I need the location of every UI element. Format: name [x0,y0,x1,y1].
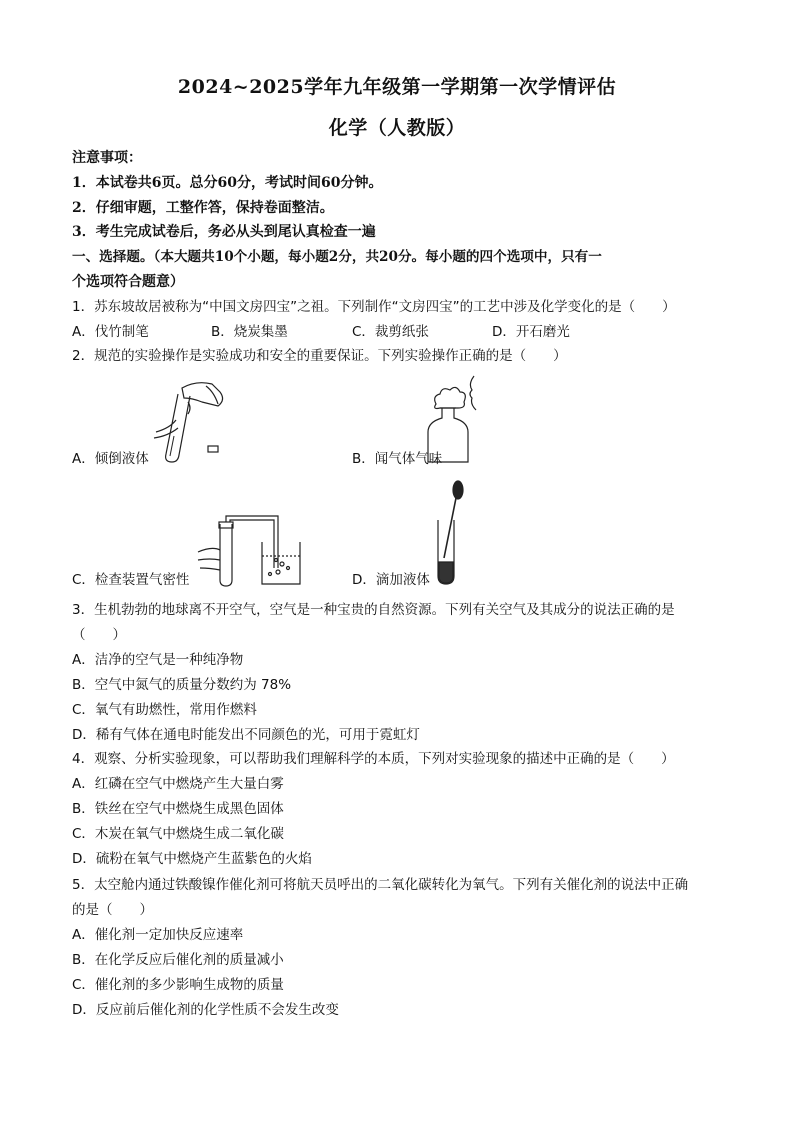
question-4-stem: 4．观察、分析实验现象，可以帮助我们理解科学的本质，下列对实验现象的描述中正确的是（ ） [72,751,675,767]
question-4-option-b[interactable]: B．铁丝在空气中燃烧生成黑色固体 [72,801,284,817]
question-5-option-d[interactable]: D．反应前后催化剂的化学性质不会发生改变 [72,1002,339,1018]
question-1-option-d[interactable]: D．开石磨光 [492,324,570,340]
question-3-option-d[interactable]: D．稀有气体在通电时能发出不同颜色的光，可用于霓虹灯 [72,727,420,743]
question-5-stem: 5．太空舱内通过铁酸镍作催化剂可将航天员呼出的二氧化碳转化为氧气。下列有关催化剂的说法中正确 [72,877,689,893]
airtightness-check-figure [192,512,310,588]
question-5-option-c[interactable]: C．催化剂的多少影响生成物的质量 [72,977,284,993]
question-4-option-a[interactable]: A．红磷在空气中燃烧产生大量白雾 [72,776,284,792]
question-2-stem: 2．规范的实验操作是实验成功和安全的重要保证。下列实验操作正确的是（ ） [72,348,567,364]
note-item: 1．本试卷共6页。总分60分，考试时间60分钟。 [72,175,383,191]
question-3-stem: 3．生机勃勃的地球离不开空气，空气是一种宝贵的自然资源。下列有关空气及其成分的说法正确的是 [72,602,675,618]
section-heading: 一、选择题。（本大题共10个小题，每小题2分，共20分。每小题的四个选项中，只有一 [72,249,602,265]
question-1-option-c[interactable]: C．裁剪纸张 [352,324,429,340]
question-5-option-b[interactable]: B．在化学反应后催化剂的质量减小 [72,952,284,968]
exam-title: 2024~2025学年九年级第一学期第一次学情评估 [177,76,617,98]
notes-heading: 注意事项： [72,150,142,166]
exam-subtitle: 化学（人教版） [328,117,466,139]
pouring-liquid-figure [148,376,238,464]
question-5-option-a[interactable]: A．催化剂一定加快反应速率 [72,927,244,943]
dropping-liquid-figure [432,480,472,586]
question-3-option-b[interactable]: B．空气中氮气的质量分数约为 78% [72,677,292,693]
section-heading-cont: 个选项符合题意） [72,274,184,290]
note-item: 2．仔细审题，工整作答，保持卷面整洁。 [72,200,334,216]
question-2-option-d[interactable]: D．滴加液体 [352,572,430,588]
question-1-option-a[interactable]: A．伐竹制笔 [72,324,149,340]
question-3-option-a[interactable]: A．洁净的空气是一种纯净物 [72,652,244,668]
question-2-option-b[interactable]: B．闻气体气味 [352,451,443,467]
question-1-option-b[interactable]: B．烧炭集墨 [211,324,288,340]
question-5-stem-cont: 的是（ ） [72,902,153,918]
question-3-option-c[interactable]: C．氧气有助燃性，常用作燃料 [72,702,257,718]
note-item: 3．考生完成试卷后，务必从头到尾认真检查一遍 [72,224,376,240]
question-4-option-d[interactable]: D．硫粉在氧气中燃烧产生蓝紫色的火焰 [72,851,312,867]
question-1-stem: 1．苏东坡故居被称为“中国文房四宝”之祖。下列制作“文房四宝”的工艺中涉及化学变化的是（ ） [72,299,676,315]
question-4-option-c[interactable]: C．木炭在氧气中燃烧生成二氧化碳 [72,826,284,842]
question-2-option-a[interactable]: A．倾倒液体 [72,451,149,467]
question-2-option-c[interactable]: C．检查装置气密性 [72,572,190,588]
question-3-stem-cont: （ ） [72,627,126,643]
